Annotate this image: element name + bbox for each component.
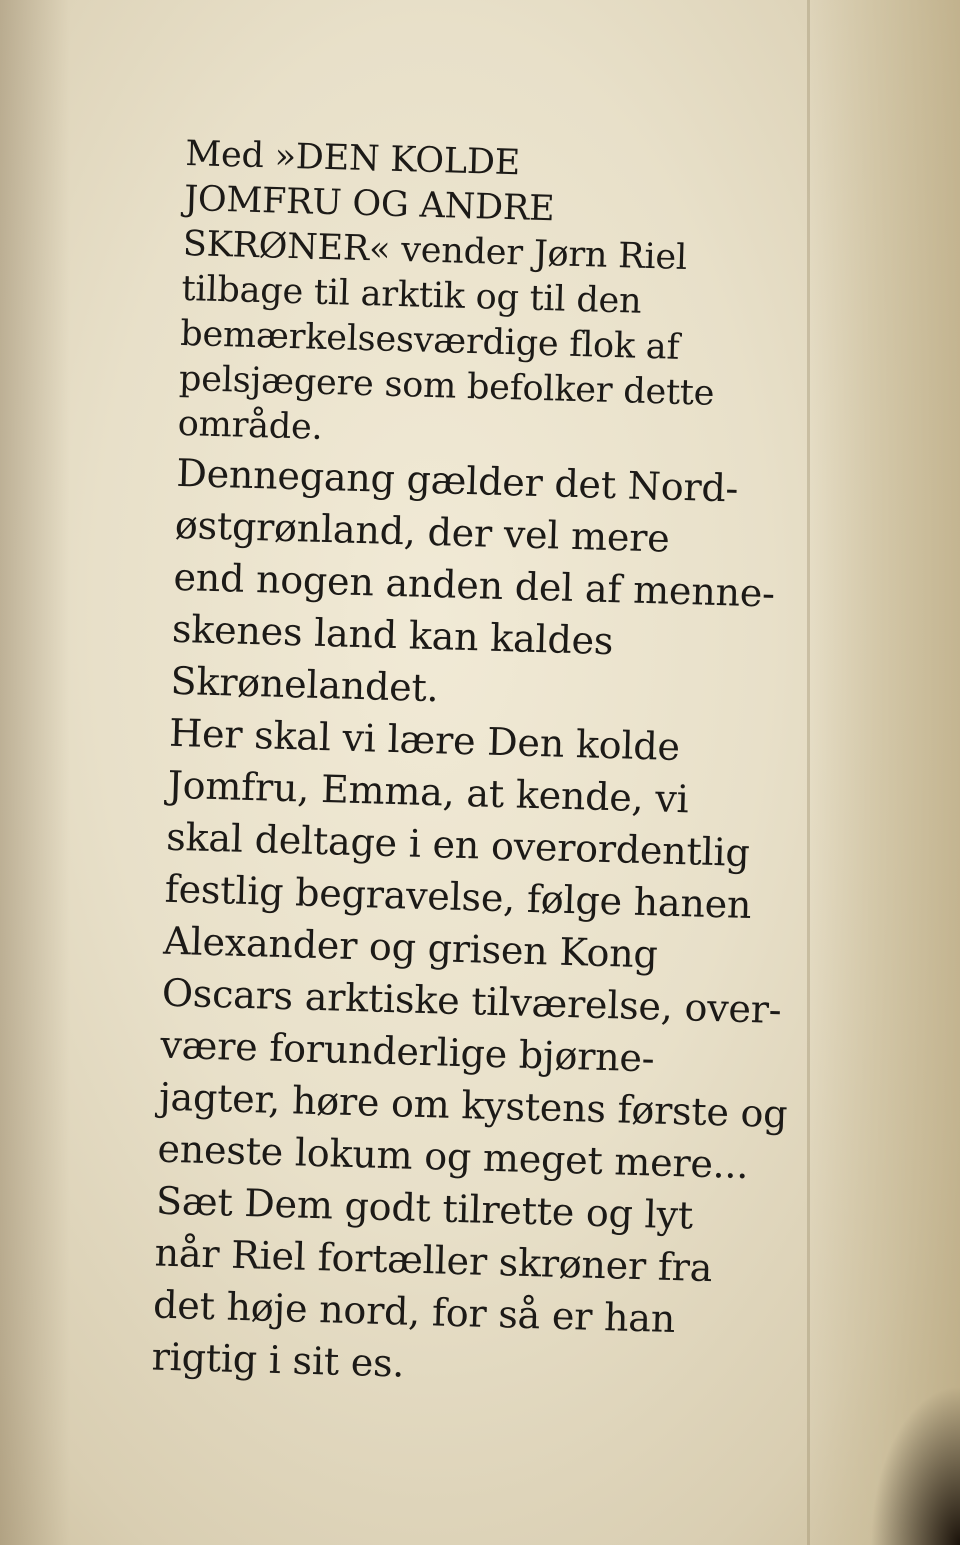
text-line: område. <box>177 403 324 448</box>
dark-corner <box>870 1385 960 1545</box>
text-line: skenes land kan kaldes <box>171 606 614 664</box>
text-line: Sæt Dem godt tilrette og lyt <box>155 1178 694 1238</box>
text-line: når Riel fortæller skrøner fra <box>154 1230 713 1291</box>
paragraph-closing <box>151 1175 797 1401</box>
text-line: Her skal vi lære Den kolde <box>168 710 681 770</box>
text-line: være forunderlige bjørne- <box>159 1022 656 1081</box>
paragraph-intro <box>177 132 826 465</box>
text-line: pelsjægere som befolker dette <box>178 358 715 414</box>
text-line: end nogen anden del af menne- <box>172 554 776 616</box>
text-line: eneste lokum og meget mere... <box>156 1126 750 1188</box>
text-line: Oscars arktiske tilværelse, over- <box>161 970 783 1032</box>
text-line: JOMFRU OG ANDRE <box>183 178 556 230</box>
text-line: Jomfru, Emma, at kende, vi <box>167 762 690 822</box>
back-cover-text <box>151 132 826 1400</box>
text-line: Skrønelandet. <box>170 658 440 711</box>
text-line: tilbage til arktik og til den <box>181 268 642 322</box>
text-line: Dennegang gælder det Nord- <box>175 450 739 511</box>
text-line: skal deltage i en overordentlig <box>165 814 751 876</box>
text-line: jagter, høre om kystens første og <box>158 1074 789 1137</box>
text-line: det høje nord, for så er han <box>152 1282 676 1342</box>
text-line: Med »DEN KOLDE <box>184 133 521 184</box>
paragraph-setting <box>170 447 817 725</box>
text-line: bemærkelsesværdige flok af <box>179 313 680 368</box>
left-shadow <box>0 0 70 1545</box>
text-line: Alexander og grisen Kong <box>162 918 659 977</box>
text-line: rigtig i sit es. <box>151 1334 405 1386</box>
paragraph-stories <box>157 707 810 1193</box>
text-line: SKRØNER« vender Jørn Riel <box>182 223 688 279</box>
text-line: festlig begravelse, følge hanen <box>164 866 752 928</box>
text-line: østgrønland, der vel mere <box>174 502 671 561</box>
inner-page-edge <box>810 0 960 1545</box>
